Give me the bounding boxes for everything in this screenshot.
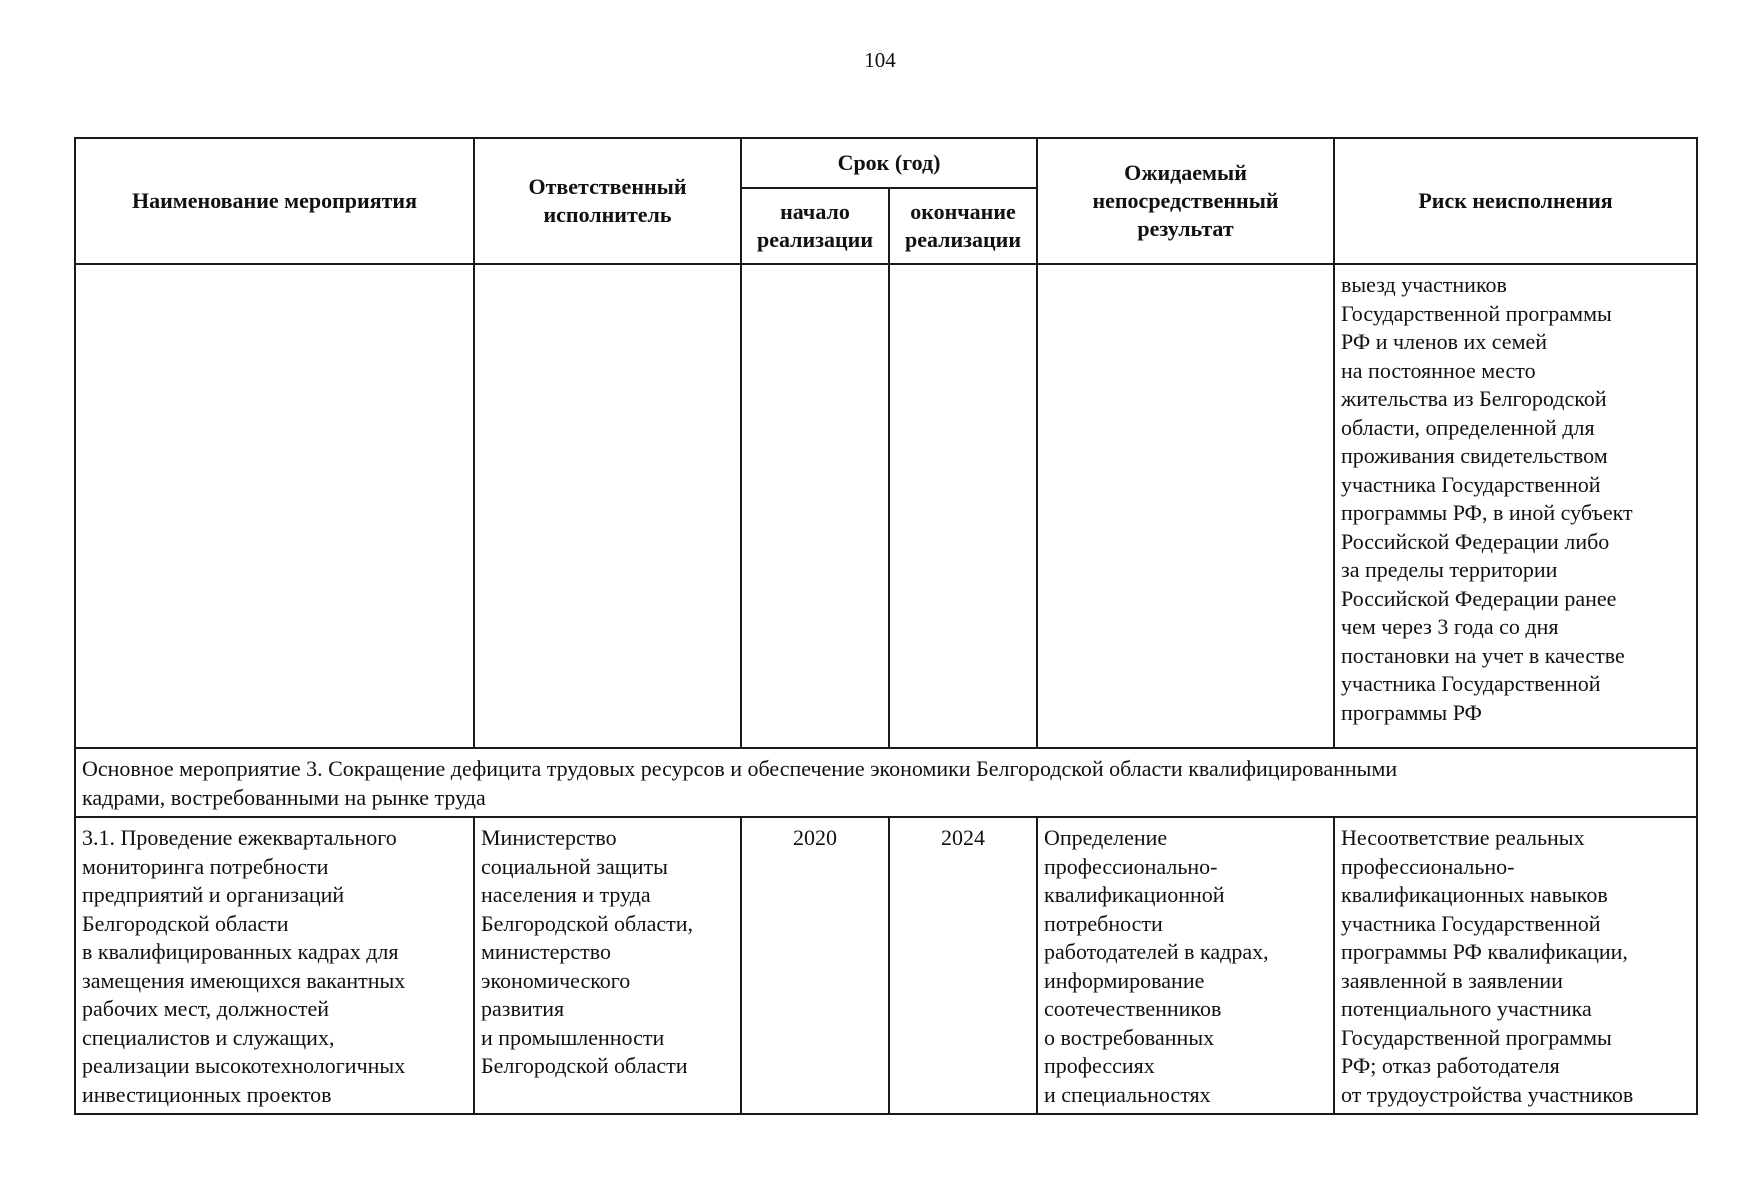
cell-start: 2020 <box>741 817 889 1114</box>
header-result: Ожидаемый непосредственный результат <box>1037 138 1334 264</box>
cell-end: 2024 <box>889 817 1037 1114</box>
page-number: 104 <box>864 48 896 72</box>
table-row <box>75 264 1697 748</box>
cell-risk-continued: выезд участников Государственной программы РФ и членов их семей на постоянное место жительства из Белгородской области, определенной для проживания свидетельством участника Государственной программы РФ, в иной субъект Российской Федерации либо за пределы территории Российской Федерации ранее чем через 3 года со дня постановки на учет в качестве участника Государственной программы РФ <box>1334 264 1697 748</box>
cell-responsible: Министерство социальной защиты населения и труда Белгородской области, министерство экономического развития и промышленности Белгородской области <box>474 817 741 1114</box>
section-title: Основное мероприятие 3. Сокращение дефицита трудовых ресурсов и обеспечение экономики Белгородской области квалифицированными кадрами, востребованными на рынке труда <box>75 748 1697 817</box>
cell-name: 3.1. Проведение ежеквартального мониторинга потребности предприятий и организаций Белгородской области в квалифицированных кадрах для замещения имеющихся вакантных рабочих мест, должностей специалистов и служащих, реализации высокотехнологичных инвестиционных проектов <box>75 817 474 1114</box>
header-term-start: начало реализации <box>741 188 889 264</box>
table-row <box>75 817 1697 1114</box>
header-risk: Риск неисполнения <box>1334 138 1697 264</box>
cell-end-empty <box>889 264 1037 748</box>
header-responsible: Ответственный исполнитель <box>474 138 741 264</box>
cell-result-empty <box>1037 264 1334 748</box>
cell-responsible-empty <box>474 264 741 748</box>
cell-risk: Несоответствие реальных профессионально- квалификационных навыков участника Государственной программы РФ квалификации, заявленной в заявлении потенциального участника Государственной программы РФ; отказ работодателя от трудоустройства участников <box>1334 817 1697 1114</box>
measures-table <box>74 137 1698 1115</box>
section-row <box>75 748 1697 817</box>
header-name: Наименование мероприятия <box>75 138 474 264</box>
cell-result: Определение профессионально- квалификационной потребности работодателей в кадрах, информирование соотечественников о востребованных профессиях и специальностях <box>1037 817 1334 1114</box>
header-term-group: Срок (год) <box>741 138 1037 188</box>
table-header <box>75 138 1697 264</box>
header-term-end: окончание реализации <box>889 188 1037 264</box>
cell-name-empty <box>75 264 474 748</box>
cell-start-empty <box>741 264 889 748</box>
